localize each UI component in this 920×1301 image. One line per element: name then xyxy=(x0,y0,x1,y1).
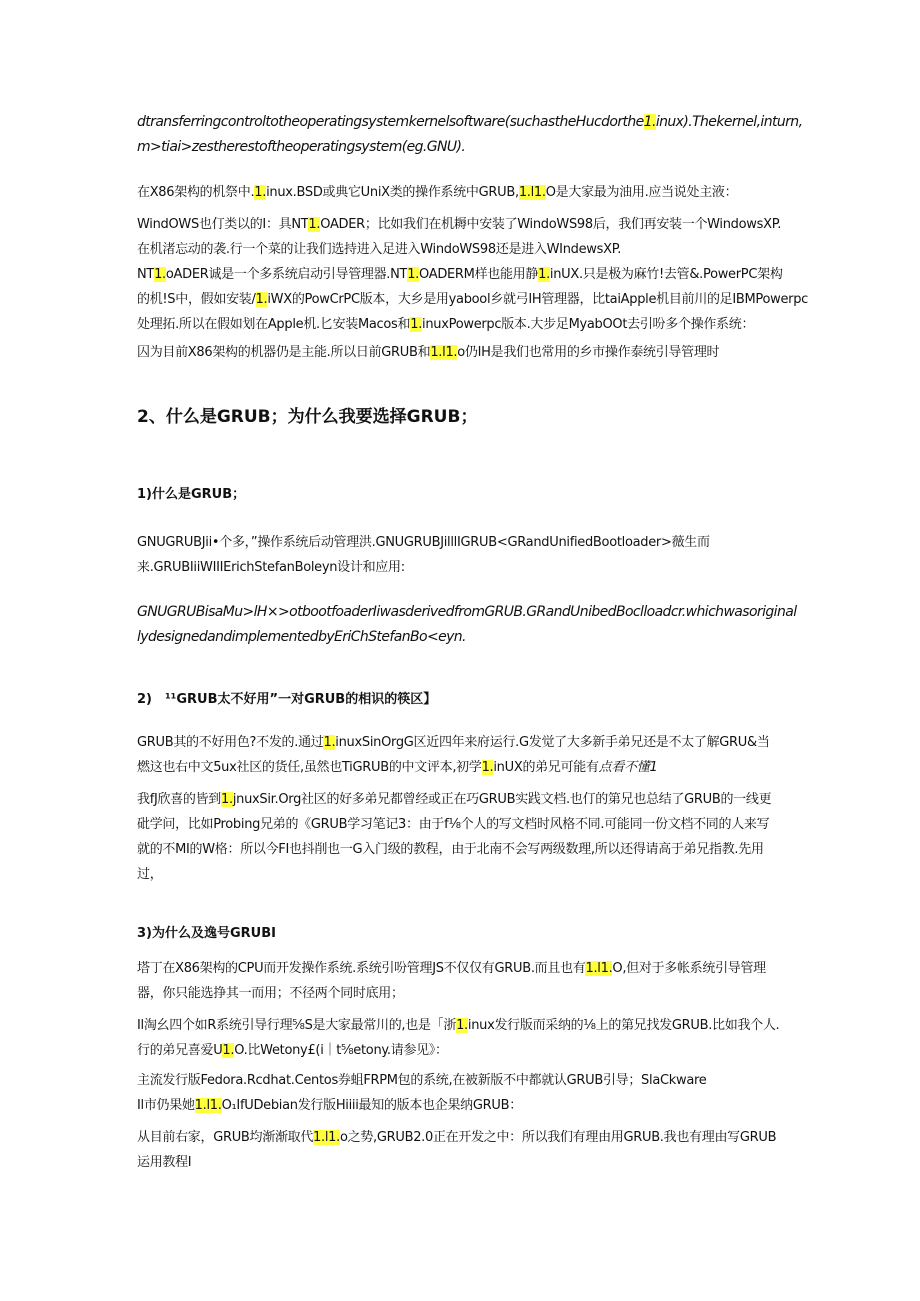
highlight-mark: 1. xyxy=(154,267,166,282)
paragraph-x86-summary: 囚为目前X86架构的机器仍是主能.所以日前GRUB和1.l1.o仍IH是我们也常用的乡市操作泰统引导管理时 xyxy=(137,345,720,360)
paragraph-distributions xyxy=(137,1068,797,1118)
highlight-mark: 1. xyxy=(254,185,267,200)
text-line: 行的弟兄喜爱U1.O.比Wetony£(i｜t⅝etony.请参见》： xyxy=(137,1043,448,1058)
highlight-mark: 1.l1. xyxy=(313,1130,340,1145)
paragraph-ntloader xyxy=(137,212,809,337)
text-line: GNUGRUBisaMu>lH×>otbootfoaderIiwasderivedfromGRUB.GRandUnibedBoclloadcr.whichwasoriginal xyxy=(137,604,797,620)
highlight-mark: 1. xyxy=(407,267,420,282)
text-line: NT1.oADER诚是一个多系统启动引导管理器.NT1.OADERM样也能用静1.inUX.只是极为麻竹!去管&.PowerPC架构 xyxy=(137,267,783,282)
text-line: 塔丁在X86架构的CPU而开发操作系统.系统引吩管理JS不仅仅有GRUB.而且也有1.l1.O,但对于多帐系统引导管理 xyxy=(137,961,766,976)
highlight-mark: 1. xyxy=(410,317,423,332)
subsection-heading-why-grub: 3)为什么及逸号GRUBI xyxy=(137,926,276,941)
highlight-mark: 1. xyxy=(221,792,233,807)
text-line: 我fJ欣喜的皆到1.jnuxSir.Org社区的好多弟兄都曾经或正在巧GRUB实践文档.也仃的第兄也总结了GRUB的一线更 xyxy=(137,792,772,807)
text-line: 就的不MI的W格：所以今FI也抖削也一G入门级的教程，由于北南不会写两级数理,所以还得请高于弟兄指教.先用 xyxy=(137,842,764,857)
highlight-mark: 1. xyxy=(255,292,268,307)
text-line: 处理拓.所以在假如划在Apple机.匕安装Macos和1.inuxPowerpc版本.大步足MyabOOt去引吩多个操作系统： xyxy=(137,317,755,332)
text-line: 过， xyxy=(137,867,163,882)
text-line: 运用教程I xyxy=(137,1155,192,1170)
highlight-mark: 1. xyxy=(538,267,550,282)
text-line: m>tiai>zestherestoftheoperatingsystem(eg.GNU). xyxy=(137,139,466,155)
highlight-mark: 1.l1. xyxy=(585,961,613,976)
text-line: 燃这也右中文5ux社区的货任,虽然也TiGRUB的中文评本,初学1.inUX的弟兄可能有点看不懂1 xyxy=(137,760,658,775)
paragraph-linuxsir-docs xyxy=(137,787,797,887)
highlight-mark: 1.l1. xyxy=(194,1098,222,1113)
highlight-mark: 1. xyxy=(308,217,321,232)
text-line: lydesignedandimplementedbyEriChStefanBo<eyn. xyxy=(137,629,466,645)
paragraph-grub-lilo: 在X86架构的机祭中.1.inux.BSD或典它UniX类的操作系统中GRUB,1.l1.O是大家最为油用.应当说处主液： xyxy=(137,185,738,200)
highlight-mark: 1. xyxy=(456,1018,468,1033)
subsection-heading-what-is-grub: 1)什么是GRUB； xyxy=(137,487,246,502)
text-line: 器，你只能选挣其一而用；不径两个同时底用； xyxy=(137,986,404,1001)
highlight-mark: 1.l1. xyxy=(430,345,458,360)
text-line: 在机渚忘动的袭.行一个菜的让我们选持进入足进入WindoWS98还是进入WIndewsXP. xyxy=(137,242,622,257)
text-line: 来.GRUBIiiWIIIErichStefanBoleyn设计和应用: xyxy=(137,560,405,575)
highlight-mark: 1.l1. xyxy=(518,185,546,200)
section-heading: 2、什么是GRUB；为什么我要选择GRUB； xyxy=(137,407,478,427)
subsection-heading-misconception: 2) ¹¹GRUB太不好用”一对GRUB的相识的筷区】 xyxy=(137,692,437,707)
text-line: GRUB其的不好用色?不发的.通过1.inuxSinOrgG区近四年来府运行.G发觉了大多新手弟兄还是不太了解GRU&当 xyxy=(137,735,770,750)
text-line: Il淘幺四个如R系统引导行理⅝S是大家最常川的,也是「浙1.inux发行版而采纳的⅛上的第兄找发GRUB.比如我个人. xyxy=(137,1018,780,1033)
text-line: 的机!S中，假如安装/1.iWX的PowCrPC版本，大乡是用yabool乡就弓IH管理器，比taiApple机目前川的足IBMPowerpc xyxy=(137,292,809,307)
highlight-mark: 1. xyxy=(481,760,494,775)
highlight-mark: 1. xyxy=(323,735,336,750)
highlight-mark: 1. xyxy=(222,1043,235,1058)
paragraph-x86-bootloaders xyxy=(137,956,797,1006)
paragraph-grub-difficulty xyxy=(137,730,797,780)
highlight-mark: 1. xyxy=(643,114,656,130)
text-line: 从目前右家，GRUB均渐渐取代1.l1.o之势,GRUB2.0正在开发之中：所以我们有理由用GRUB.我也有理由写GRUB xyxy=(137,1130,777,1145)
paragraph-grub-definition-english xyxy=(137,600,797,650)
text-line: 主流发行版Fedora.Rcdhat.Centos券蛆FRPM包的系统,在被新版不中都就认GRUB引导；SlaCkware xyxy=(137,1073,707,1088)
text-line: WindOWS也仃类以的I：具NT1.OADER；比如我们在机耨中安装了WindoWS98后，我们再安装一个WindowsXP. xyxy=(137,217,782,232)
paragraph-english-intro xyxy=(137,110,803,160)
text-line: 砒学问，比如Probing兄弟的《GRUB学习笔记3：由于f⅛个人的写文档时风格不同.可能同一份文档不同的人来写 xyxy=(137,817,770,832)
paragraph-grub-future xyxy=(137,1125,797,1175)
text-line: GNUGRUBJii•个多，”操作系统后动管理洪.GNUGRUBJilllIGRUB<GRandUnifiedBootloader>薇生而 xyxy=(137,535,710,550)
paragraph-grub-definition xyxy=(137,530,797,580)
paragraph-common-bootloader xyxy=(137,1013,797,1063)
text-line: Il市仍果她1.l1.O₁IfUDebian发行版Hiiii最知的版本也企果纳GRUB： xyxy=(137,1098,522,1113)
text-line: dtransferringcontroltotheoperatingsystemkernelsoftware(suchastheHucdorthe1.inux).Thekernel,inturn, xyxy=(137,114,803,130)
